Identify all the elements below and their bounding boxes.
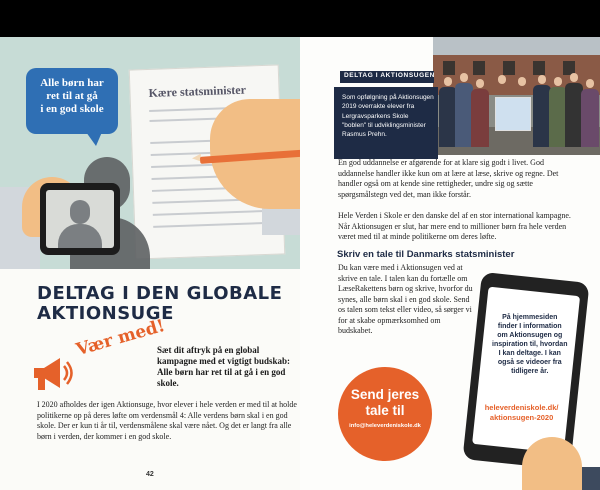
photo-person <box>581 89 599 147</box>
phone-graphic <box>462 272 589 470</box>
photo-face <box>444 77 452 86</box>
brochure-spread <box>0 37 600 490</box>
send-speech-circle <box>338 367 432 461</box>
page-number: 42 <box>146 471 154 478</box>
photo-face <box>538 75 546 84</box>
letter-illustration <box>0 37 300 269</box>
circle-title <box>338 387 432 419</box>
right-page <box>300 37 600 490</box>
phone-illustration <box>40 183 120 255</box>
headline-line: DELTAG I DEN GLOBALE <box>37 283 283 304</box>
circle-title-line: Send jeres <box>350 387 420 402</box>
photo-window <box>533 61 545 75</box>
website-link[interactable] <box>480 403 564 423</box>
left-page <box>0 37 300 490</box>
speech-bubble <box>26 68 118 134</box>
phone-info-text: På hjemmesiden finder I information om Aktionsugen og inspiration til, hvordan I kan deltage. I kan også se videoer fra tidligere år. <box>492 314 568 376</box>
bubble-line: Alle børn har <box>40 77 104 89</box>
lead-text: Sæt dit aftryk på en global kampagne med et vigtigt budskab: Alle børn har ret til at gå i en god skole. <box>157 345 291 388</box>
photo-person <box>471 89 489 147</box>
speech-bubble-text <box>26 77 118 116</box>
photo-face <box>476 79 484 88</box>
group-photo <box>433 37 600 155</box>
phone-graphic-screen <box>472 287 580 454</box>
photo-face <box>460 73 468 82</box>
website-link-line: heleverdeniskole.dk/ <box>484 402 559 412</box>
photo-window <box>503 61 515 75</box>
subheading: Skriv en tale til Danmarks statsminister <box>337 249 515 260</box>
vaer-med-callout: Vær med! <box>74 315 168 361</box>
photo-window <box>473 61 485 75</box>
website-link-line: aktionsugen-2020 <box>489 412 554 422</box>
photo-face <box>586 79 594 88</box>
letter-line <box>152 199 247 204</box>
phone-screen <box>46 190 114 248</box>
bubble-line: ret til at gå <box>46 90 98 102</box>
section-label: DELTAG I AKTIONSUGEN <box>344 72 435 79</box>
letter-line <box>153 210 265 216</box>
photo-caption: Som opfølgning på Aktionsugen 2019 overrakte elever fra Lergravsparkens Skole "boblen" til udviklingsminister Rasmus Prehn. <box>342 94 434 139</box>
bubble-poster <box>495 97 531 131</box>
letter-salutation: Kære statsminister <box>148 82 247 100</box>
bubble-line: i en god skole <box>40 103 104 115</box>
holding-hand <box>522 437 582 490</box>
email-link[interactable]: info@heleverdeniskole.dk <box>349 423 421 429</box>
body-paragraph: Du kan være med i Aktionsugen ved at skrive en tale. I talen kan du fortælle om LæseRakettens børn og skrive, hvorfor du synes, alle børn skal i en god skole. Send os talen som tekst eller video, så sørger vi for at skabe opmærksomhed om budskabet. <box>338 263 473 335</box>
body-text: I 2020 afholdes der igen Aktionsuge, hvor elever i hele verden er med til at holde politikerne op på deres løfte om verdensmål 4: Alle verdens børn skal i en god skole. Der er kun ti år til, verdensmålene skal være nået. Og det er langt fra alle børn i verden, der kommer i en god skole. <box>37 400 297 441</box>
body-paragraph: Hele Verden i Skole er den danske del af en stor international kampagne. Når Aktionsugen er slut, har mere end to millioner børn fra hele verden været med til at minde politikerne om deres løfte. <box>338 211 571 241</box>
photo-window <box>443 61 455 75</box>
person-icon <box>70 200 90 224</box>
photo-face <box>498 75 506 84</box>
photo-face <box>570 73 578 82</box>
photo-face <box>518 77 526 86</box>
headline-line: AKTIONSUGE <box>37 303 174 324</box>
photo-face <box>554 77 562 86</box>
megaphone-icon <box>30 352 74 396</box>
person-icon <box>58 224 102 248</box>
letter-line <box>153 222 265 228</box>
body-paragraph: En god uddannelse er afgørende for at klare sig godt i livet. God uddannelse handler ikke kun om at lære at læse, skrive og regne. Det handler også om at kende sine rettigheder, undre sig og sætte spørgsmålstegn ved det, man ikke forstår. <box>338 158 559 199</box>
circle-title-line: tale til <box>365 403 405 418</box>
